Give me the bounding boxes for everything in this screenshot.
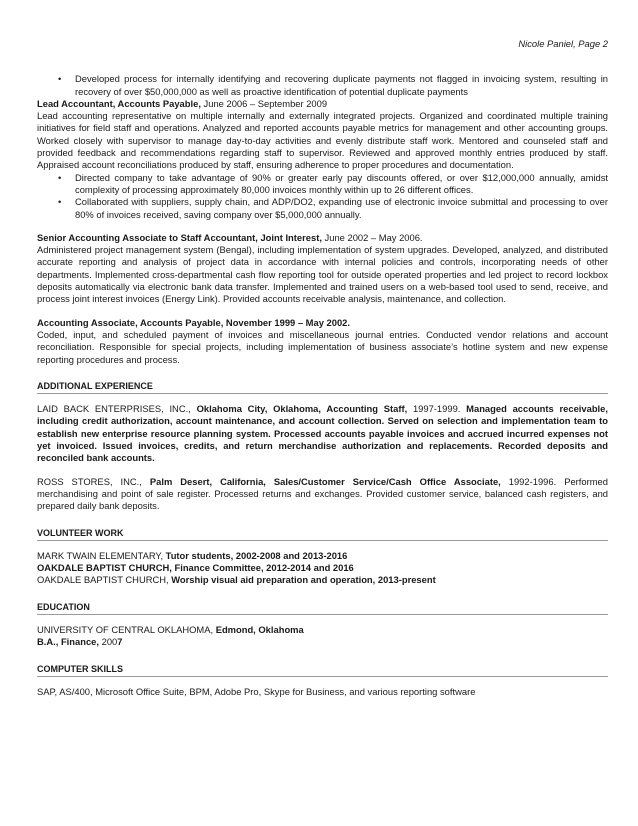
job-accounting-associate: [37, 317, 608, 366]
education-school-line: [37, 624, 608, 636]
degree-year-part: 200: [101, 636, 118, 648]
bullet-text: Developed process for internally identifying and recovering duplicate payments not flagged in invoicing system, resulting in recovery of over $50,000,000 as well as proactive identification of potential duplicate payments: [75, 73, 608, 97]
job-dates: June 2002 – May 2006.: [321, 231, 423, 243]
bullet-text: Collaborated with suppliers, supply chain, and ADP/DO2, expanding use of electronic invoice submittal and processing to over 80% of invoices received, saving company over $5,000,000 annually.: [75, 196, 608, 220]
job-description: Administered project management system (Bengal), including implementation of system upgrades. Developed, analyzed, and distributed accurate reporting and analysis of project data in accordance with internal policies and controls, incorporating needs of other departments. Implemented cross-departmental cash flow reporting tool for outside operated properties and led project to record lockbox deposits automatically via electronic bank data transfer. Implemented and trained users on a web-based tool used to send, receive, and process joint interest invoices (Energy Link). Provided accounts receivable analysis, maintenance, and collection.: [37, 244, 608, 305]
list-item: [37, 172, 608, 197]
bullet-icon: •: [58, 73, 62, 85]
org-name: MARK TWAIN ELEMENTARY,: [37, 549, 166, 561]
bullet-icon: •: [58, 196, 62, 208]
role: Tutor students, 2002-2008 and 2013-2016: [165, 549, 348, 561]
role: Palm Desert, California, Sales/Customer Service/Cash Office Associate,: [149, 475, 501, 487]
section-heading-additional-experience: ADDITIONAL EXPERIENCE: [37, 380, 608, 394]
job-title-line: [37, 98, 608, 110]
volunteer-line-3: [37, 574, 608, 586]
job-title: Senior Accounting Associate to Staff Accountant, Joint Interest,: [37, 231, 322, 243]
bullet-text: Directed company to take advantage of 90% or greater early pay discounts offered, or over $12,000,000 annually, amidst complexity of processing approximately 80,000 invoices monthly within up to 26 different offices.: [75, 171, 608, 195]
details: Managed accounts receivable, including credit authorization, account maintenance, and account collection. Served on selection and implementation team to establish new enterprise resource planning system. Processed accounts payable invoices and accrued incurred expenses not yet invoiced. Issued invoices, credits, and return merchandise authorization and replacements. Recorded deposits and reconciled bank accounts.: [37, 403, 608, 464]
org-name: OAKDALE BAPTIST CHURCH,: [37, 574, 172, 586]
company-name: LAID BACK ENTERPRISES, INC.,: [37, 403, 197, 415]
dates: 1997-1999.: [407, 403, 467, 415]
section-heading-volunteer-work: VOLUNTEER WORK: [37, 527, 608, 541]
degree: B.A., Finance,: [37, 636, 102, 648]
job-title: Accounting Associate, Accounts Payable, November 1999 – May 2002.: [37, 316, 350, 328]
role: Worship visual aid preparation and operation, 2013-present: [171, 574, 436, 586]
list-item: [37, 73, 608, 98]
bullet-icon: •: [58, 171, 62, 183]
job-description: Lead accounting representative on multiple internally and externally integrated projects. Organized and coordinated multiple training initiatives for field staff and operations. Analyzed and reported accounts payable metrics for management and other accounting groups. Worked closely with supervisor to manage day-to-day activities and evenly distribute staff work. Mentored and counseled staff and provided feedback and recommendations regarding staff to supervisor. Reviewed and approved monthly entries produced by staff. Appraised account reconciliations produced by staff, ensuring adherence to proper procedures and documentation.: [37, 110, 608, 171]
job-senior-accounting: [37, 232, 608, 306]
school-name: UNIVERSITY OF CENTRAL OKLAHOMA,: [37, 623, 216, 635]
education-degree-line: [37, 636, 608, 648]
section-heading-education: EDUCATION: [37, 601, 608, 615]
section-heading-computer-skills: COMPUTER SKILLS: [37, 663, 608, 677]
job-title-line: [37, 232, 608, 244]
details: Performed merchandising and point of sale register. Processed returns and exchanges. Provided customer service, balanced cash registers, and prepared daily bank deposits.: [37, 475, 608, 512]
experience-entry-ross-stores: [37, 476, 608, 513]
degree-year-end: 7: [117, 636, 123, 648]
school-location: Edmond, Oklahoma: [215, 623, 304, 635]
job-bullets: [37, 172, 608, 221]
volunteer-line-1: [37, 550, 608, 562]
job-lead-accountant: [37, 98, 608, 221]
dates: 1992-1996.: [500, 475, 565, 487]
list-item: [37, 196, 608, 221]
volunteer-line-2: OAKDALE BAPTIST CHURCH, Finance Committee, 2012-2014 and 2016: [37, 562, 354, 574]
top-bullet-list: [37, 73, 608, 98]
job-description: Coded, input, and scheduled payment of invoices and miscellaneous journal entries. Conducted vendor relations and account reconciliation. Responsible for special projects, including implementation of business associate’s hotline system and new expense reporting procedures and process.: [37, 328, 608, 365]
job-title: Lead Accountant, Accounts Payable,: [37, 97, 201, 109]
computer-skills-text: SAP, AS/400, Microsoft Office Suite, BPM, Adobe Pro, Skype for Business, and various reporting software: [37, 685, 476, 697]
role: Oklahoma City, Oklahoma, Accounting Staff,: [196, 403, 408, 415]
company-name: ROSS STORES, INC.,: [37, 475, 150, 487]
job-dates: June 2006 – September 2009: [200, 97, 328, 109]
page-header: Nicole Paniel, Page 2: [518, 38, 608, 49]
experience-entry-laid-back: [37, 403, 608, 464]
